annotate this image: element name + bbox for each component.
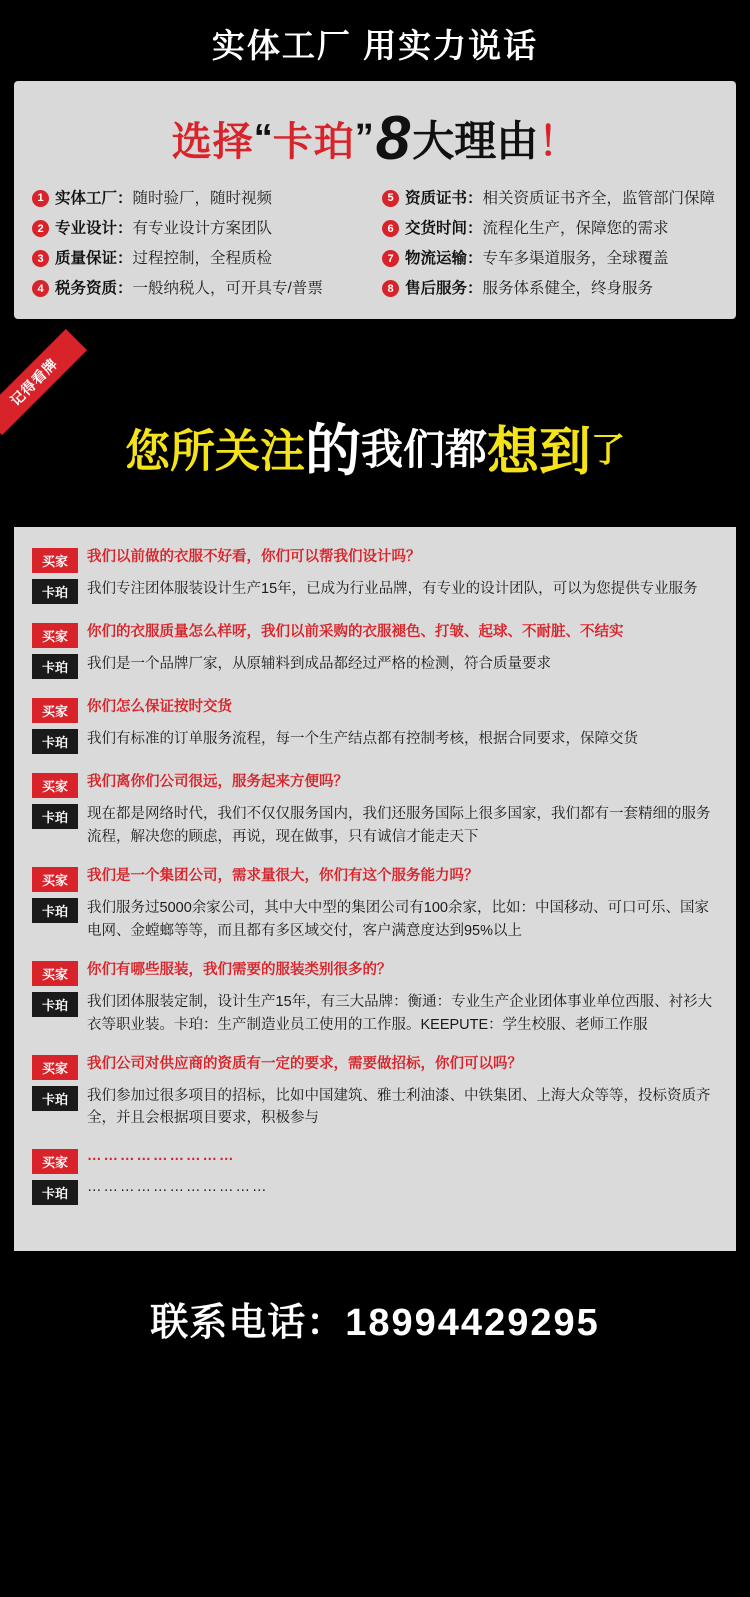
- faq-answer-row: [32, 803, 718, 848]
- faq-headline-part4: 想到: [487, 423, 592, 482]
- reason-number-badge: 5: [382, 190, 399, 207]
- faq-item: [32, 622, 718, 679]
- faq-answer: 我们有标准的订单服务流程，每一个生产结点都有控制考核，根据合同要求，保障交货: [87, 731, 638, 748]
- headline-black-suffix: 大理由: [412, 117, 539, 165]
- faq-answer: 我们服务过5000余家公司，其中大中型的集团公司有100余家，比如：中国移动、可口可乐、国家电网、金螳螂等等，而且都有多区域交付，客户满意度达到95%以上: [87, 900, 709, 939]
- brand-tag: 卡珀: [32, 579, 78, 604]
- headline-brand: 卡珀: [272, 120, 355, 164]
- faq-item: [32, 697, 718, 754]
- reason-key: 实体工厂：: [55, 190, 133, 207]
- reason-number-badge: 2: [32, 220, 49, 237]
- corner-ribbon: 记得看牌: [0, 329, 87, 435]
- headline-quote-close: ”: [354, 117, 374, 159]
- reason-number-badge: 4: [32, 280, 49, 297]
- faq-answer: 我们是一个品牌厂家，从原辅料到成品都经过严格的检测，符合质量要求: [87, 656, 551, 673]
- faq-item: [32, 772, 718, 848]
- brand-tag: 卡珀: [32, 898, 78, 923]
- buyer-tag: 买家: [32, 623, 78, 648]
- reason-number-badge: 8: [382, 280, 399, 297]
- faq-question-row: [32, 697, 718, 723]
- reason-value: 相关资质证书齐全，监管部门保障: [482, 190, 716, 207]
- faq-item: [32, 960, 718, 1036]
- faq-question-row: [32, 1054, 718, 1080]
- faq-question: 你们有哪些服装，我们需要的服装类别很多的？: [87, 962, 392, 979]
- faq-item: [32, 866, 718, 942]
- reason-item: [382, 280, 718, 297]
- reason-key: 交货时间：: [405, 220, 483, 238]
- reason-value: 有专业设计方案团队: [132, 220, 273, 238]
- faq-question-row: [32, 622, 718, 648]
- buyer-tag: 买家: [32, 698, 78, 723]
- buyer-tag: 买家: [32, 961, 78, 986]
- brand-tag: 卡珀: [32, 992, 78, 1017]
- banner-title: 实体工厂 用实力说话: [211, 27, 539, 64]
- faq-headline-part2: 的: [304, 419, 361, 483]
- reason-value: 一般纳税人，可开具专/普票: [132, 280, 323, 298]
- reason-number-badge: 7: [382, 250, 399, 267]
- contact-phone[interactable]: 18994429295: [345, 1301, 600, 1344]
- faq-section: [0, 355, 750, 1261]
- reason-value: 随时验厂，随时视频: [132, 190, 273, 207]
- reason-number-badge: 1: [32, 190, 49, 207]
- reason-item: [32, 220, 368, 237]
- faq-answer: ……………………………: [87, 1178, 269, 1195]
- faq-item: [32, 1148, 718, 1205]
- reason-key: 售后服务：: [405, 280, 483, 298]
- brand-tag: 卡珀: [32, 804, 78, 829]
- faq-question-row: [32, 960, 718, 986]
- faq-question: 你们怎么保证按时交货: [87, 699, 232, 716]
- faq-item: [32, 1054, 718, 1130]
- reason-value: 流程化生产，保障您的需求: [482, 220, 669, 238]
- faq-item: [32, 547, 718, 604]
- buyer-tag: 买家: [32, 773, 78, 798]
- reason-key: 质量保证：: [55, 250, 133, 268]
- reason-key: 物流运输：: [405, 250, 483, 268]
- faq-headline: [0, 355, 750, 527]
- contact-footer: [0, 1261, 750, 1380]
- faq-answer: 我们专注团体服装设计生产15年，已成为行业品牌，有专业的设计团队，可以为您提供专业服务: [87, 581, 698, 598]
- section-divider: [0, 337, 750, 355]
- reason-number-badge: 6: [382, 220, 399, 237]
- headline-quote-open: “: [253, 117, 273, 159]
- brand-tag: 卡珀: [32, 729, 78, 754]
- faq-question-row: [32, 772, 718, 798]
- reason-item: [382, 250, 718, 267]
- faq-answer: 我们团体服装定制，设计生产15年，有三大品牌：衡通：专业生产企业团体事业单位西服、衬衫大衣等职业装。卡珀：生产制造业员工使用的工作服。KEEPUTE：学生校服、老师工作服: [87, 994, 713, 1033]
- reason-key: 专业设计：: [55, 220, 133, 238]
- contact-label: 联系电话：: [150, 1301, 346, 1344]
- reason-item: [382, 190, 718, 207]
- buyer-tag: 买家: [32, 548, 78, 573]
- faq-answer-row: [32, 897, 718, 942]
- faq-question: 我们公司对供应商的资质有一定的要求，需要做招标，你们可以吗？: [87, 1056, 522, 1072]
- faq-answer-row: [32, 1085, 718, 1130]
- reasons-headline: [32, 99, 718, 190]
- faq-question: 我们是一个集团公司，需求量很大，你们有这个服务能力吗？: [87, 868, 479, 885]
- faq-answer: 现在都是网络时代，我们不仅仅服务国内，我们还服务国际上很多国家，我们都有一套精细的服务流程，解决您的顾虑，再说，现在做事，只有诚信才能走天下: [87, 806, 711, 845]
- faq-question: 你们的衣服质量怎么样呀，我们以前采购的衣服褪色、打皱、起球、不耐脏、不结实: [87, 624, 624, 641]
- faq-answer-row: [32, 1179, 718, 1205]
- faq-question: 我们以前做的衣服不好看，你们可以帮我们设计吗？: [87, 549, 421, 566]
- reason-item: [32, 280, 368, 297]
- headline-red-prefix: 选择: [171, 120, 254, 164]
- faq-question: ………………………: [87, 1147, 236, 1164]
- reason-key: 资质证书：: [405, 190, 483, 207]
- advantages-section: [0, 0, 750, 337]
- reason-value: 过程控制，全程质检: [132, 250, 273, 268]
- faq-headline-part3: 我们都: [360, 426, 487, 474]
- faq-answer: 我们参加过很多项目的招标，比如中国建筑、雅士利油漆、中铁集团、上海大众等等，投标资质齐全，并且会根据项目要求，积极参与: [87, 1088, 711, 1127]
- reason-key: 税务资质：: [55, 280, 133, 298]
- contact-line: [0, 1291, 750, 1346]
- reason-value: 专车多渠道服务，全球覆盖: [482, 250, 669, 268]
- reasons-grid: [32, 190, 718, 297]
- faq-question-row: [32, 547, 718, 573]
- faq-headline-part5: 了: [591, 431, 626, 470]
- faq-answer-row: [32, 578, 718, 604]
- buyer-tag: 买家: [32, 1055, 78, 1080]
- brand-tag: 卡珀: [32, 1086, 78, 1111]
- faq-answer-row: [32, 991, 718, 1036]
- buyer-tag: 买家: [32, 867, 78, 892]
- reason-value: 服务体系健全，终身服务: [482, 280, 654, 298]
- reason-number-badge: 3: [32, 250, 49, 267]
- faq-answer-row: [32, 728, 718, 754]
- headline-number: 8: [375, 104, 411, 173]
- buyer-tag: 买家: [32, 1149, 78, 1174]
- brand-tag: 卡珀: [32, 654, 78, 679]
- reasons-card: [14, 81, 736, 319]
- reason-item: [32, 250, 368, 267]
- brand-tag: 卡珀: [32, 1180, 78, 1205]
- faq-headline-part1: 您所关注: [124, 425, 305, 477]
- faq-question-row: [32, 866, 718, 892]
- reason-item: [382, 220, 718, 237]
- faq-question-row: [32, 1148, 718, 1174]
- reason-item: [32, 190, 368, 207]
- faq-question: 我们离你们公司很远，服务起来方便吗？: [87, 774, 348, 791]
- faq-answer-row: [32, 653, 718, 679]
- headline-exclamation: ！: [538, 120, 579, 164]
- faq-card: [14, 527, 736, 1251]
